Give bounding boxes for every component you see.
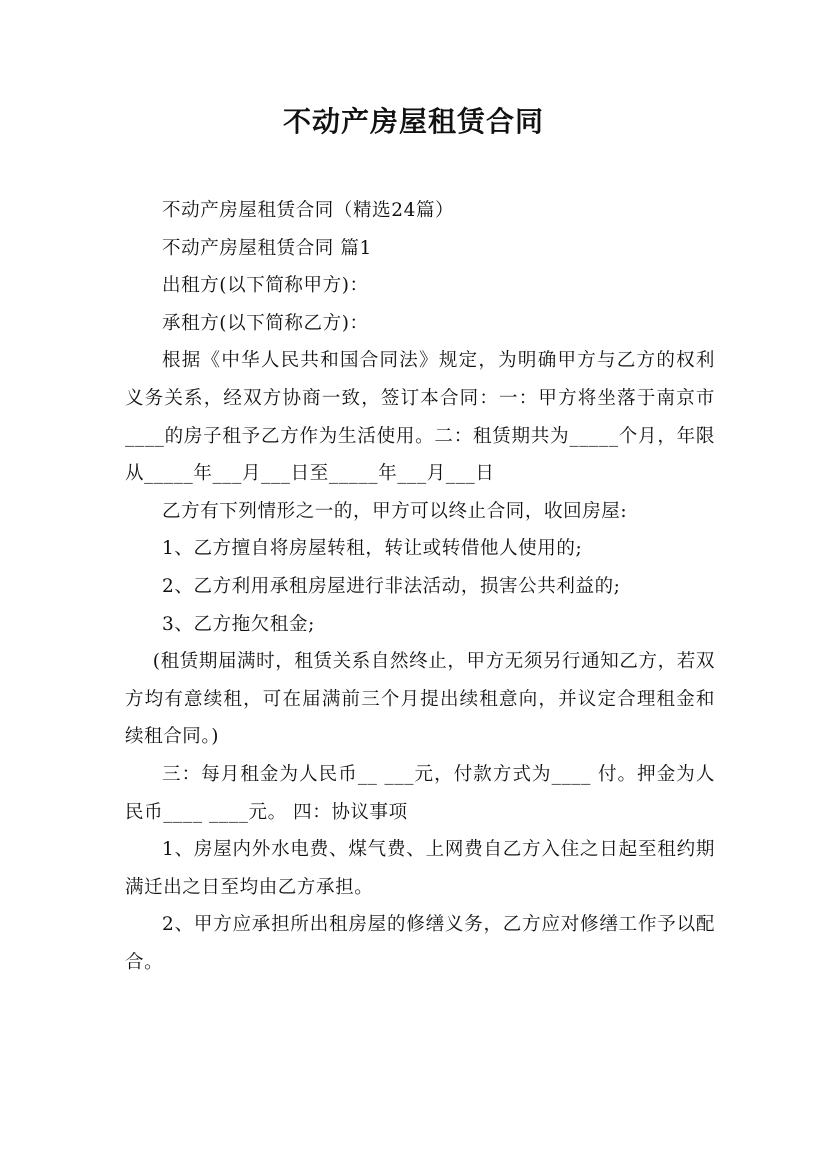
section-heading: 不动产房屋租赁合同 篇1 <box>162 237 372 259</box>
termination-item: 1、乙方擅自将房屋转租，转让或转借他人使用的; <box>162 538 583 560</box>
termination-item: 2、乙方利用承租房屋进行非法活动，损害公共利益的; <box>162 575 621 597</box>
clause-paragraph: 根据《中华人民共和国合同法》规定，为明确甲方与乙方的权利义务关系，经双方协商一致，签订本合同：一：甲方将坐落于南京市____的房子租予乙方作为生活使用。二：租赁期共为_____个月，年限从_____年___月___日至_____年___月___日 <box>125 350 715 485</box>
document-body <box>125 192 715 981</box>
lessor-line: 出租方(以下简称甲方)： <box>162 275 369 297</box>
rent-paragraph: 三：每月租金为人民币__ ___元，付款方式为____ 付。押金为人民币____ ____元。 四：协议事项 <box>125 763 715 823</box>
subtitle-paragraph: 不动产房屋租赁合同（精选24篇） <box>162 200 455 221</box>
document-title: 不动产房屋租赁合同 <box>282 105 544 138</box>
termination-intro: 乙方有下列情形之一的，甲方可以终止合同，收回房屋: <box>162 500 628 522</box>
renewal-note: (租赁期届满时，租赁关系自然终止，甲方无须另行通知乙方，若双方均有意续租，可在届满前三个月提出续租意向，并议定合理租金和续租合同。) <box>125 651 715 748</box>
lessee-line: 承租方(以下简称乙方)： <box>162 312 369 334</box>
agreement-item: 1、房屋内外水电费、煤气费、上网费自乙方入住之日起至租约期满迁出之日至均由乙方承担。 <box>125 839 715 898</box>
agreement-item: 2、甲方应承担所出租房屋的修缮义务，乙方应对修缮工作予以配合。 <box>125 914 715 973</box>
termination-item: 3、乙方拖欠租金; <box>162 613 315 635</box>
